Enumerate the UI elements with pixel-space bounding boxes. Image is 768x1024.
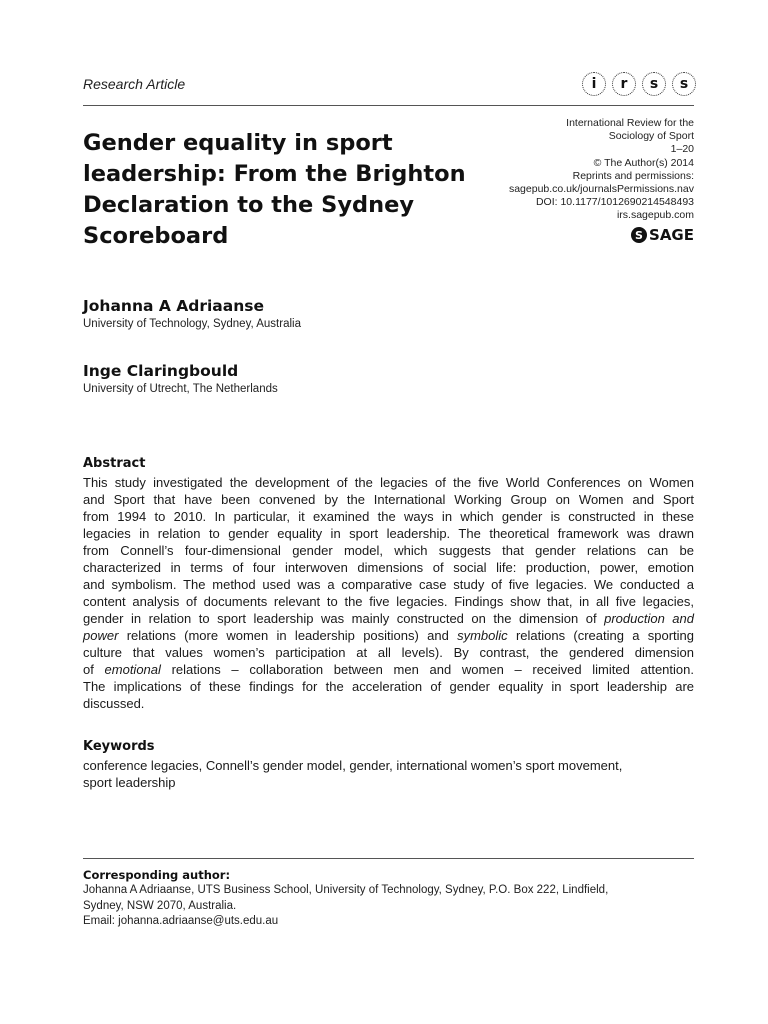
sage-mark-icon: S (631, 227, 647, 243)
abstract-emphasis: production and (604, 611, 695, 626)
author-name: Inge Claringbould (83, 362, 239, 380)
abstract-line: from 1994 to 2010. In particular, it examined the ways in which gender is constructed in these (83, 509, 694, 524)
corresponding-line: Sydney, NSW 2070, Australia. (83, 899, 237, 912)
article-title (83, 128, 513, 252)
title-line: leadership: From the Brighton (83, 161, 466, 187)
abstract-emphasis: emotional (104, 662, 161, 677)
abstract-line: content analysis of documents relevant to the five legacies. Findings show that, in all five legacies, (83, 594, 694, 609)
sage-logo (631, 226, 694, 244)
abstract-line: legacies in relation to gender equality in sport leadership. The theoretical framework was drawn (83, 526, 694, 541)
keywords-text (83, 757, 694, 791)
abstract-line: discussed. (83, 696, 145, 711)
corresponding-line: Johanna A Adriaanse, UTS Business School, University of Technology, Sydney, P.O. Box 222, Lindfield, (83, 884, 609, 896)
logo-letter: i (582, 72, 606, 96)
abstract-line: culture that values women’s participation at all levels). By contrast, the gendered dimension (83, 645, 694, 660)
permissions-link[interactable]: sagepub.co.uk/journalsPermissions.nav (508, 183, 694, 196)
journal-name-line: Sociology of Sport (608, 130, 694, 143)
keywords-heading: Keywords (83, 739, 155, 754)
keywords-line: conference legacies, Connell’s gender model, gender, international women’s sport movement, (83, 758, 623, 773)
author-affiliation: University of Technology, Sydney, Australia (83, 318, 301, 330)
abstract-line: characterized in terms of four interwoven dimensions of social life: production, power, emotion (83, 560, 694, 575)
title-line: Gender equality in sport (83, 130, 393, 156)
abstract-line: The implications of these findings for the acceleration of gender equality in sport leadership are (83, 679, 694, 694)
logo-letter: s (642, 72, 666, 96)
title-line: Scoreboard (83, 223, 229, 249)
abstract-line: This study investigated the development of the legacies of the five World Conferences on Women (83, 475, 694, 490)
abstract-line: and Sport that have been convened by the International Working Group on Women and Sport (83, 492, 694, 507)
journal-name-line: International Review for the (566, 117, 694, 129)
abstract-line (83, 610, 694, 627)
abstract-emphasis: power (83, 628, 119, 643)
abstract-fragment: relations (more women in leadership positions) and (118, 628, 458, 643)
abstract-fragment: relations (creating a sporting (507, 628, 694, 643)
abstract-heading: Abstract (83, 456, 146, 471)
reprints-label: Reprints and permissions: (572, 169, 694, 182)
keywords-line: sport leadership (83, 775, 176, 790)
header-divider (83, 105, 694, 106)
journal-url[interactable]: irs.sagepub.com (616, 209, 694, 222)
corresponding-author-heading: Corresponding author: (83, 868, 231, 882)
corresponding-email[interactable]: Email: johanna.adriaanse@uts.edu.au (83, 915, 279, 927)
abstract-fragment: relations – collaboration between men and women – received limited attention. (160, 662, 694, 677)
page-range: 1–20 (670, 143, 694, 156)
author-affiliation: University of Utrecht, The Netherlands (83, 383, 278, 395)
abstract-line (83, 661, 694, 678)
abstract-line: from Connell’s four-dimensional gender model, which suggests that gender relations can be (83, 543, 694, 558)
sage-wordmark: SAGE (649, 226, 694, 244)
title-line: Declaration to the Sydney (83, 192, 415, 218)
footnote-divider (83, 858, 694, 859)
journal-metadata (464, 117, 694, 223)
abstract-text (83, 474, 694, 712)
corresponding-author-details (83, 883, 694, 930)
abstract-line: and symbolism. The method used was a comparative case study of five legacies. We conducted a (83, 577, 694, 592)
copyright: © The Author(s) 2014 (593, 156, 694, 169)
abstract-fragment: of (83, 662, 105, 677)
author-name: Johanna A Adriaanse (83, 297, 264, 315)
abstract-fragment: gender in relation to sport leadership was mainly constructed on the dimension of (83, 611, 605, 626)
journal-logo (582, 72, 697, 98)
abstract-emphasis: symbolic (457, 628, 508, 643)
doi[interactable]: DOI: 10.1177/1012690214548493 (535, 196, 694, 209)
logo-letter: r (612, 72, 636, 96)
article-type-label: Research Article (83, 76, 186, 92)
logo-letter: s (672, 72, 696, 96)
abstract-line (83, 627, 694, 644)
